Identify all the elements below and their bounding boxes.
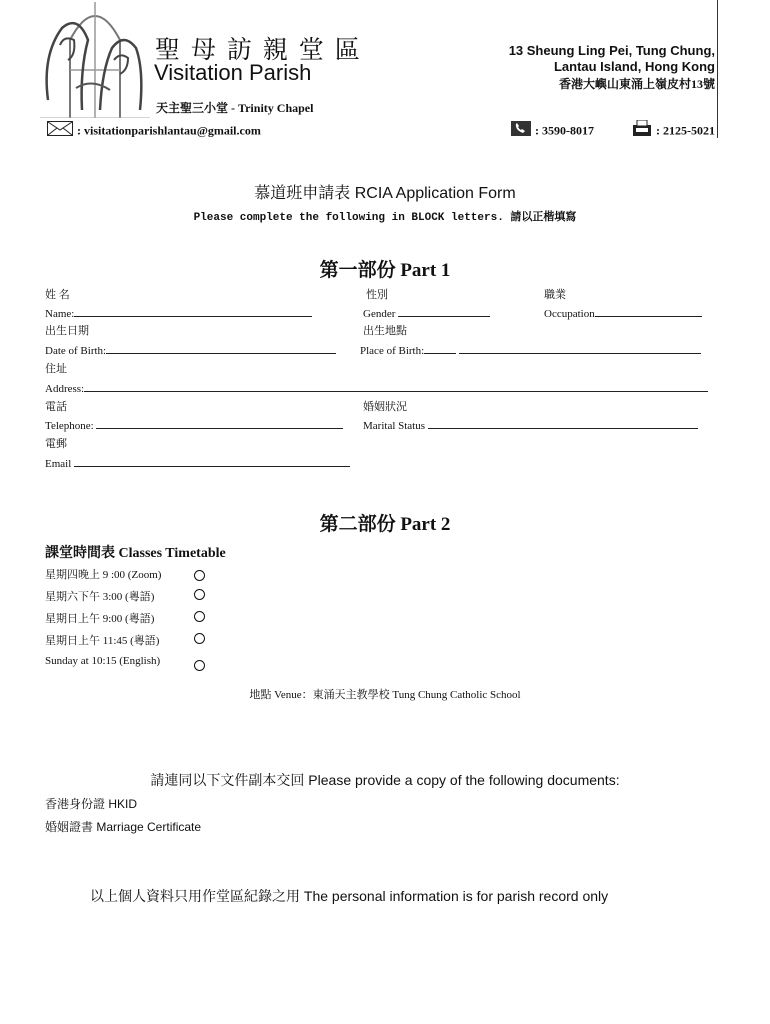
gender-label: Gender — [363, 308, 396, 320]
gender-field[interactable] — [363, 306, 490, 321]
form-instruction: Please complete the following in BLOCK letters. 請以正楷填寫 — [193, 212, 577, 224]
timetable-title: 課堂時間表 Classes Timetable — [45, 546, 226, 561]
address-label-zh: 住址 — [45, 363, 67, 375]
fax-row — [632, 120, 715, 142]
class-option-radio[interactable] — [194, 660, 205, 671]
class-option-label: Sunday at 10:15 (English) — [45, 655, 161, 667]
email-row — [47, 121, 261, 137]
gender-label-zh: 性別 — [366, 289, 388, 301]
class-option-radio[interactable] — [194, 589, 205, 600]
class-option[interactable] — [45, 590, 154, 604]
privacy-note: 以上個人資料只用作堂區紀錄之用 The personal information is for parish record only — [90, 888, 609, 904]
email-label-zh: 電郵 — [45, 438, 67, 450]
occupation-label: Occupation — [544, 308, 595, 320]
venue: 地點 Venue：東涌天主教學校 Tung Chung Catholic School — [249, 689, 521, 701]
address-line-1: 13 Sheung Ling Pei, Tung Chung, — [508, 43, 715, 58]
address-zh: 香港大嶼山東涌上嶺皮村13號 — [558, 77, 715, 91]
phone-row — [511, 121, 594, 141]
telephone-label: Telephone: — [45, 420, 94, 432]
email-label: Email — [45, 458, 72, 470]
phone-icon — [511, 121, 531, 141]
telephone-field[interactable] — [45, 418, 343, 433]
document-item: 婚姻證書 Marriage Certificate — [45, 820, 202, 834]
parish-logo — [40, 0, 150, 118]
parish-name-zh: 聖 母 訪 親 堂 區 — [155, 36, 362, 64]
dob-label-zh: 出生日期 — [45, 325, 89, 337]
class-option-label: 星期四晚上 9 :00 (Zoom) — [45, 569, 162, 581]
address-label: Address: — [45, 383, 85, 395]
fax-icon — [632, 120, 652, 142]
class-option[interactable] — [45, 634, 159, 648]
fax-number: : 2125-5021 — [656, 123, 715, 138]
name-label: Name: — [45, 308, 75, 320]
dob-label: Date of Birth: — [45, 345, 107, 357]
marital-label-zh: 婚姻狀況 — [363, 401, 407, 413]
parish-name-en: Visitation Parish — [154, 60, 312, 85]
envelope-icon — [47, 121, 73, 141]
telephone-label-zh: 電話 — [45, 401, 67, 413]
part1-heading: 第一部份 Part 1 — [319, 260, 451, 281]
pob-label-zh: 出生地點 — [363, 325, 407, 337]
dob-field[interactable] — [45, 343, 336, 358]
form-title: 慕道班申請表 RCIA Application Form — [254, 185, 516, 202]
name-field[interactable] — [45, 306, 312, 321]
marital-field[interactable] — [363, 418, 698, 433]
address-field[interactable] — [45, 381, 708, 396]
pob-field[interactable] — [360, 343, 701, 358]
class-option-label: 星期六下午 3:00 (粵語) — [45, 591, 155, 603]
class-option-label: 星期日上午 11:45 (粵語) — [45, 635, 160, 647]
marital-label: Marital Status — [363, 420, 426, 432]
part2-heading: 第二部份 Part 2 — [319, 514, 451, 535]
class-option-radio[interactable] — [194, 633, 205, 644]
class-option-label: 星期日上午 9:00 (粵語) — [45, 613, 155, 625]
address-line-2: Lantau Island, Hong Kong — [553, 59, 715, 74]
phone-number: : 3590-8017 — [535, 123, 594, 138]
header-divider — [717, 0, 718, 138]
class-option[interactable] — [45, 654, 160, 668]
pob-label: Place of Birth: — [360, 345, 425, 357]
class-option-radio[interactable] — [194, 570, 205, 581]
email-field[interactable] — [45, 456, 350, 471]
documents-heading: 請連同以下文件副本交回 Please provide a copy of the following documents: — [150, 772, 620, 788]
chapel-name: 天主聖三小堂 - Trinity Chapel — [156, 101, 314, 115]
document-item: 香港身份證 HKID — [45, 797, 138, 811]
contact-email: : visitationparishlantau@gmail.com — [77, 123, 261, 138]
class-option[interactable] — [45, 612, 154, 626]
name-label-zh: 姓 名 — [45, 289, 70, 301]
class-option-radio[interactable] — [194, 611, 205, 622]
class-option[interactable] — [45, 568, 161, 582]
occupation-field[interactable] — [544, 306, 702, 321]
occupation-label-zh: 職業 — [544, 289, 566, 301]
